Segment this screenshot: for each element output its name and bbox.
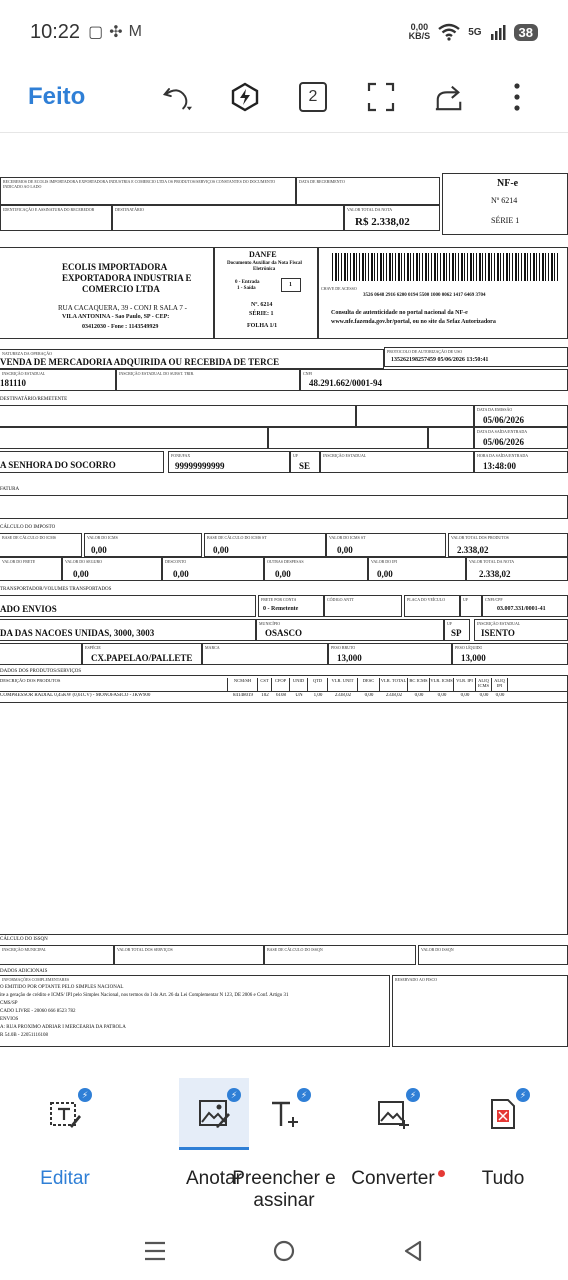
undo-icon[interactable] (162, 82, 192, 112)
dest-ie-box: INSCRIÇÃO ESTADUAL (320, 451, 474, 473)
table-header-cell: CFOP (272, 678, 290, 692)
screenshot-icon: ▢ (88, 24, 104, 41)
table-header-cell: VLR. UNIT (328, 678, 358, 692)
additional-info-line: R 54.0B - 22051116108 (0, 1033, 48, 1038)
table-cell: 0,00 (479, 693, 489, 698)
additional-info-line: A: RUA PROXIMO ADRIAR I MERCEARIA DA PATROLA (0, 1025, 126, 1030)
ai-badge: ⚡ (297, 1088, 311, 1102)
ie-box: INSCRIÇÃO ESTADUAL 181110 (0, 369, 116, 391)
note-total-box: VALOR TOTAL DA NOTA 2.338,02 (466, 557, 568, 581)
additional-info-box: INFORMAÇÕES COMPLEMENTARES O EMITIDO POR OPTANTE PELO SIMPLES NACIONAL ite a geração de crédito e ICMS/ IPI pelo Simples Nacional, nos termos do I do Art. 26 da Lei Complementar N 123, DE 2006 e Conf. Artigo 31 CMS/SP CADO LIVRE - 20060 666 8523 782 ENVIOS A: RUA PROXIMO ADRIAR I MERCEARIA DA PATROLA R 54.0B - 22051116108 (0, 975, 390, 1047)
wifi-icon (438, 23, 460, 41)
dest-phone-box: FONE/FAX 99999999999 (168, 451, 290, 473)
exit-date-box: DATA DA SAÍDA/ENTRADA 05/06/2026 (474, 427, 568, 449)
home-button[interactable] (269, 1236, 299, 1266)
network-type: 5G (468, 26, 482, 38)
page-count: 2 (299, 82, 327, 112)
additional-info-line: ite a geração de crédito e ICMS/ IPI pelo Simples Nacional, nos termos do I do Art. 26 da Lei Complementar N 123, DE 2006 e Conf. Artigo 31 (0, 993, 289, 998)
edit-button[interactable]: ⚡ Editar (30, 1078, 100, 1218)
all-tools-icon (468, 1078, 538, 1150)
edit-text-icon (30, 1078, 100, 1150)
icms-st-box: VALOR DO ICMS ST 0,00 (326, 533, 446, 557)
products-table (0, 675, 568, 703)
table-header-cell: VLR. TOTAL (380, 678, 408, 692)
toolbar-actions (162, 82, 532, 112)
table-header-cell: ALIQ ICMS (476, 678, 492, 692)
network-speed: 0,00 KB/S (408, 22, 431, 41)
table-row (0, 692, 568, 702)
receipt-sign-box: IDENTIFICAÇÃO E ASSINATURA DO RECEBEDOR (0, 205, 112, 231)
table-cell: 0,00 (414, 693, 424, 698)
issuer-box: ECOLIS IMPORTADORA EXPORTADORA INDUSTRIA E COMERCIO LTDA RUA CACAQUERA, 39 - CONJ R SALA 7 - VILA ANTONINA - Sao Paulo, SP - CEP: 03412030 - Fone : 1143549929 (0, 247, 214, 339)
issqn-bc-box: BASE DE CÁLCULO DO ISSQN (264, 945, 416, 965)
receipt-date-box: DATA DE RECEBIMENTO (296, 177, 440, 205)
bc-icms-box: BASE DE CÁLCULO DO ICMS (0, 533, 82, 557)
table-header-cell: UNID (290, 678, 308, 692)
ai-badge: ⚡ (406, 1088, 420, 1102)
status-bar (0, 0, 568, 64)
carrier-name-box: ADO ENVIOS (0, 595, 256, 617)
issqn-value-box: VALOR DO ISSQN (418, 945, 568, 965)
table-cell: 0,00 (495, 693, 505, 698)
fatura-box (0, 495, 568, 519)
table-header-cell: CST (258, 678, 272, 692)
icms-box: VALOR DO ICMS 0,00 (84, 533, 202, 557)
danfe-type-box: 1 (281, 278, 301, 292)
table-cell: 2338,02 (385, 693, 403, 698)
plate-uf-box: UF (460, 595, 482, 617)
new-indicator-dot (438, 1170, 445, 1177)
volume-qty-box (0, 643, 82, 665)
plate-box: PLACA DO VEÍCULO (404, 595, 460, 617)
fill-text-icon (249, 1078, 319, 1150)
dest-cep-box (428, 427, 474, 449)
table-header-cell: DESC (358, 678, 380, 692)
additional-info-line: ENVIOS (0, 1017, 19, 1022)
carrier-ie-box: INSCRIÇÃO ESTADUAL ISENTO (474, 619, 568, 641)
additional-info-line: O EMITIDO POR OPTANTE PELO SIMPLES NACIONAL (0, 985, 124, 990)
notification-icons (88, 22, 142, 42)
issqn-im-box: INSCRIÇÃO MUNICIPAL (0, 945, 114, 965)
receipt-dest-box: DESTINATÁRIO (112, 205, 344, 231)
bc-icms-st-box: BASE DE CÁLCULO DO ICMS ST 0,00 (204, 533, 326, 557)
status-time: 10:22 (30, 20, 81, 43)
system-icons (409, 23, 538, 41)
table-cell: 0,00 (364, 693, 374, 698)
document-viewer[interactable] (0, 132, 568, 1038)
additional-info-lines (0, 984, 388, 1040)
signal-icon (490, 24, 506, 40)
ai-badge: ⚡ (516, 1088, 530, 1102)
species-box: ESPÉCIE CX.PAPELAO/PALLETE (82, 643, 202, 665)
table-header-cell: BC ICMS (408, 678, 430, 692)
exit-time-box: HORA DA SAÍDA/ENTRADA 13:48:00 (474, 451, 568, 473)
carrier-uf-box: UF SP (444, 619, 470, 641)
ipi-box: VALOR DO IPI 0,00 (368, 557, 466, 581)
issqn-services-box: VALOR TOTAL DOS SERVIÇOS (114, 945, 264, 965)
table-header-cell: VLR. IPI (454, 678, 476, 692)
auto-enhance-icon[interactable] (230, 82, 260, 112)
dest-address-box (0, 427, 268, 449)
freight-by-box: FRETE POR CONTA 0 - Remetente (258, 595, 324, 617)
table-cell: 0,00 (460, 693, 470, 698)
products-total-box: VALOR TOTAL DOS PRODUTOS 2.338,02 (448, 533, 568, 557)
nfe-stub: NF-e Nº 6214 SÉRIE 1 (442, 173, 568, 235)
frete-box: VALOR DO FRETE (0, 557, 62, 581)
products-table-header (0, 676, 568, 692)
table-cell: 6108 (276, 693, 286, 698)
dest-district-box (268, 427, 428, 449)
fisco-box: RESERVADO AO FISCO (392, 975, 568, 1047)
table-cell: 2338,02 (334, 693, 352, 698)
desconto-box: DESCONTO 0,00 (162, 557, 264, 581)
ai-badge: ⚡ (78, 1088, 92, 1102)
fullscreen-icon[interactable] (366, 82, 396, 112)
recent-apps-button[interactable] (140, 1236, 170, 1266)
table-header-cell: ALIQ IPI (492, 678, 508, 692)
table-cell: 84148019 (233, 693, 253, 698)
carrier-cnpj-box: CNPJ/CPF 03.007.331/0001-41 (482, 595, 568, 617)
battery-indicator: 38 (514, 24, 538, 41)
table-cell: 102 (261, 693, 269, 698)
emission-box: DATA DA EMISSÃO 05/06/2026 (474, 405, 568, 427)
top-toolbar (0, 64, 568, 130)
system-navigation-bar (0, 1222, 568, 1280)
convert-button[interactable]: ⚡ Converter (346, 1078, 440, 1218)
back-button[interactable] (398, 1236, 428, 1266)
table-header-cell: VLR. ICMS (430, 678, 454, 692)
additional-info-line: CADO LIVRE - 20060 666 8523 782 (0, 1009, 76, 1014)
products-blank-area (0, 703, 568, 935)
barcode (332, 253, 560, 281)
dest-name-box (0, 405, 356, 427)
done-button[interactable]: Feito (28, 83, 86, 110)
all-tools-button[interactable]: ⚡ Tudo (468, 1078, 538, 1218)
receipt-declaration: RECEBEMOS DE ECOLIS IMPORTADORA EXPORTADORA INDUSTRIA E COMERCIO LTDA OS PRODUTOS/SERVIÇOS CONSTANTES DO DOCUMENTO INDICADO AO LADO (0, 177, 296, 205)
cnpj-box: CNPJ 48.291.662/0001-94 (300, 369, 568, 391)
page-count-button[interactable] (298, 82, 328, 112)
brand-box: MARCA (202, 643, 328, 665)
convert-image-icon (358, 1078, 428, 1150)
numeracao-box: PESO BRUTO 13,000 (328, 643, 452, 665)
antt-box: CÓDIGO ANTT (324, 595, 402, 617)
seguro-box: VALOR DO SEGURO 0,00 (62, 557, 162, 581)
annotate-button[interactable]: ⚡ Anotar (164, 1078, 264, 1218)
danfe-document: RECEBEMOS DE ECOLIS IMPORTADORA EXPORTADORA INDUSTRIA E COMERCIO LTDA OS PRODUTOS/SERVIÇOS CONSTANTES DO DOCUMENTO INDICADO AO LADO DATA DE RECEBIMENTO IDENTIFICAÇÃO E ASSINATURA DO RECEBEDOR DESTINATÁRIO VALOR TOTAL DA NOTA R$ 2.338,02 NF-e Nº 6214 SÉRIE 1 ECOLIS IMPORTADORA EXPORTADORA INDUSTRIA E COMERCIO LTDA RUA CACAQUERA, 39 - CONJ R SALA 7 - VILA ANTONINA - Sao Paulo, SP - CEP: 03412030 - Fone : 1143549929 DANFE Documento Auxiliar da Nota Fiscal Eletrônica 0 - Entrada 1 - Saída 1 Nº. 6214 SÉRIE: 1 FOLHA 1/1 CHAVE DE ACESSO 3526 0648 2916 6200 0194 5500 1000 0062 1417 6469 3704 Consulta de autenticidade no portal nacional da NF-e www.nfe.fazenda.gov.br/portal, ou no site da Sefaz Autorizadora NATUREZA DA OPERAÇÃO VENDA DE MERCADORIA ADQUIRIDA OU RECEBIDA DE TERCE PROTOCOLO DE AUTORIZAÇÃO DE USO 135262198257459 05/06/2026 13:50:41 INSCRIÇÃO ESTADUAL 181110 INSCRIÇÃO ESTADUAL DO SUBST. TRIB. CNPJ 48.291.662/0001-94 DESTINATÁRIO/REMETENTE DATA DA EMISSÃO 05/06/2026 DATA DA SAÍDA/ENTRADA 05/06/2026 A SENHORA DO SOCORRO FONE/FAX 99999999999 UF SE INSCRIÇÃO ESTADUAL HORA DA SAÍDA/ENTRADA 13:48:00 FATURA CÁLCULO DO IMPOSTO BASE DE CÁLCULO DO ICMS VALOR DO ICMS 0,00 BASE DE CÁLCULO DO ICMS ST 0,00 VALOR DO ICMS ST 0,00 VALOR TOTAL DOS PRODUTOS 2.338,02 VALOR DO FRETE VALOR DO SEGURO 0,00 DESCONTO 0,00 OUTRAS DESPESAS 0,00 VALOR DO IPI 0,00 VALOR TOTAL DA NOTA 2.338,02 TRANSPORTADOR/VOLUMES TRANSPORTADOS ADO ENVIOS FRETE POR CONTA 0 - Remetente CÓDIGO ANTT PLACA DO VEÍCULO UF CNPJ/CPF 03.007.331/0001-41 DA DAS NACOES UNIDAS, 3000, 3003 MUNICÍPIO OSASCO UF SP INSCRIÇÃO ESTADUAL ISENTO ESPÉCIE CX.PAPELAO/PALLETE MARCA PESO BRUTO 13,000 PESO LÍQUIDO 13,000 DADOS DOS PRODUTOS/SERVIÇOS DESCRIÇÃO DOS PRODUTOS NCM/SH CST CFOP UNID QTD VLR. UNIT DESC VLR. TOTAL BC ICMS VLR. ICMS VLR. IPI ALIQ ICMS ALIQ IPI COMPRESSOR RADIAL 0,45KW (0,61CV) - MONOFASICO - JKW900 84148019 102 6108 UN 1,00 2338,02 0,00 2338,02 0,00 0,00 0,00 0,00 0,00 CÁLCULO DO ISSQN INSCRIÇÃO MUNICIPAL VALOR TOTAL DOS SERVIÇOS BASE DE CÁLCULO DO ISSQN VALOR DO ISSQN DADOS ADICIONAIS INFORMAÇÕES COMPLEMENTARES O EMITIDO POR OPTANTE PELO SIMPLES NACIONAL ite a geração de crédito e ICMS/ IPI pelo Simples Nacional, nos termos do I do Art. 26 da Lei Complementar N 123, DE 2006 e Conf. Artigo 31 CMS/SP CADO LIVRE - 20060 666 8523 782 ENVIOS A: RUA PROXIMO ADRIAR I MERCEARIA DA PATROLA R 54.0B - 22051116108 RESERVADO AO FISCO (0, 173, 568, 1033)
carrier-city-box: MUNICÍPIO OSASCO (256, 619, 444, 641)
receipt-total-box: VALOR TOTAL DA NOTA R$ 2.338,02 (344, 205, 440, 231)
nature-box: NATUREZA DA OPERAÇÃO VENDA DE MERCADORIA ADQUIRIDA OU RECEBIDA DE TERCE (0, 349, 384, 369)
table-cell: COMPRESSOR RADIAL 0,45KW (0,61CV) - MONOFASICO - JKW900 (0, 693, 151, 698)
additional-info-line: CMS/SP (0, 1001, 18, 1006)
outras-box: OUTRAS DESPESAS 0,00 (264, 557, 368, 581)
table-header-cell: NCM/SH (228, 678, 258, 692)
dest-city-box: A SENHORA DO SOCORRO (0, 451, 164, 473)
gmail-icon: M (128, 23, 142, 40)
ai-badge: ⚡ (227, 1088, 241, 1102)
carrier-address-box: DA DAS NACOES UNIDAS, 3000, 3003 (0, 619, 256, 641)
dest-uf-box: UF SE (290, 451, 320, 473)
fan-icon: ✣ (109, 24, 123, 41)
more-options-icon[interactable] (502, 82, 532, 112)
bottom-action-bar (0, 1078, 568, 1218)
share-icon[interactable] (434, 82, 464, 112)
table-cell: 1,00 (313, 693, 323, 698)
table-cell: UN (295, 693, 303, 698)
danfe-box: DANFE Documento Auxiliar da Nota Fiscal Eletrônica 0 - Entrada 1 - Saída 1 Nº. 6214 SÉRIE: 1 FOLHA 1/1 (214, 247, 318, 339)
fill-sign-button[interactable]: ⚡ Preencher e assinar (232, 1078, 336, 1218)
table-header-cell: QTD (308, 678, 328, 692)
ie-st-box: INSCRIÇÃO ESTADUAL DO SUBST. TRIB. (116, 369, 300, 391)
protocol-box: PROTOCOLO DE AUTORIZAÇÃO DE USO 135262198257459 05/06/2026 13:50:41 (384, 347, 568, 367)
net-weight-box: PESO LÍQUIDO 13,000 (452, 643, 568, 665)
table-cell: 0,00 (437, 693, 447, 698)
access-key-box: CHAVE DE ACESSO 3526 0648 2916 6200 0194 5500 1000 0062 1417 6469 3704 Consulta de autenticidade no portal nacional da NF-e www.nfe.fazenda.gov.br/portal, ou no site da Sefaz Autorizadora (318, 247, 568, 339)
dest-cnpj-box (356, 405, 474, 427)
table-header-cell: DESCRIÇÃO DOS PRODUTOS (0, 678, 228, 692)
